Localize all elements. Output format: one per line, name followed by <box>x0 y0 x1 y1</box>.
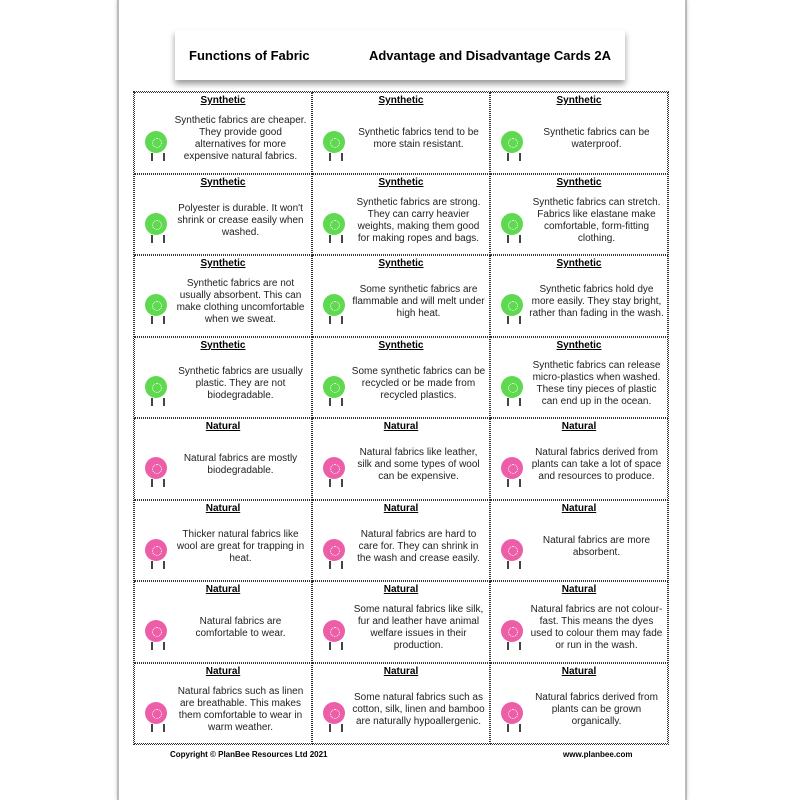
card-text <box>351 679 486 742</box>
button-character-icon <box>501 702 523 724</box>
card-text-content: Synthetic fabrics can release micro-plastics when washed. These tiny pieces of plastic can end up in the ocean. <box>532 359 661 407</box>
card-text <box>529 271 664 334</box>
card-category: Synthetic <box>556 95 602 106</box>
button-character-icon <box>323 620 345 642</box>
button-character-icon <box>501 131 523 153</box>
button-legs-icon <box>507 153 521 161</box>
card-text-content: Natural fabrics such as linen are breathable. This makes them comfortable to wear in warm weather. <box>177 685 304 733</box>
button-character-icon <box>501 539 523 561</box>
card-category: Natural <box>383 584 419 595</box>
button-legs-icon <box>329 398 343 406</box>
card-category: Synthetic <box>556 258 602 269</box>
fabric-card <box>134 255 312 337</box>
button-legs-icon <box>151 398 165 406</box>
card-text <box>173 516 308 579</box>
card-text-content: Natural fabrics derived from plants can be grown organically. <box>535 691 658 727</box>
card-text-content: Some synthetic fabrics are flammable and will melt under high heat. <box>352 284 485 320</box>
card-text <box>529 353 664 416</box>
card-category: Synthetic <box>378 339 424 351</box>
card-category: Synthetic <box>200 339 246 351</box>
card-text-content: Natural fabrics are hard to care for. They can shrink in the wash and crease easily. <box>357 528 480 564</box>
button-character-icon <box>323 457 345 479</box>
card-category: Natural <box>561 584 597 595</box>
card-text <box>173 271 308 334</box>
fabric-card <box>134 581 312 663</box>
fabric-card <box>312 418 490 500</box>
button-legs-icon <box>329 235 343 243</box>
button-character-icon <box>323 131 345 153</box>
fabric-card <box>490 174 668 256</box>
card-text-content: Thicker natural fabrics like wool are great for trapping in heat. <box>176 528 305 564</box>
fabric-card <box>312 581 490 663</box>
card-text <box>173 353 308 416</box>
fabric-card <box>312 500 490 582</box>
fabric-card <box>134 663 312 745</box>
card-category: Synthetic <box>200 95 246 106</box>
card-category: Natural <box>561 502 597 514</box>
card-category: Synthetic <box>378 95 424 106</box>
card-text <box>351 190 486 253</box>
button-character-icon <box>501 294 523 316</box>
button-character-icon <box>323 294 345 316</box>
card-text-content: Synthetic fabrics are strong. They can carry heavier weights, making them good for making ropes and bags. <box>356 196 481 244</box>
card-category: Synthetic <box>378 258 424 269</box>
fabric-card <box>134 174 312 256</box>
card-text <box>173 679 308 742</box>
button-legs-icon <box>329 561 343 569</box>
card-text-content: Synthetic fabrics can stretch. Fabrics like elastane make comfortable, form-fitting clothing. <box>532 196 661 244</box>
card-text <box>351 353 486 416</box>
card-category: Natural <box>205 421 241 432</box>
button-legs-icon <box>151 479 165 487</box>
card-text-content: Synthetic fabrics are usually plastic. They are not biodegradable. <box>178 365 303 401</box>
button-legs-icon <box>507 479 521 487</box>
fabric-card <box>312 663 490 745</box>
card-text <box>529 108 664 171</box>
button-character-icon <box>501 213 523 235</box>
button-character-icon <box>145 213 167 235</box>
button-character-icon <box>145 620 167 642</box>
copyright-text: Copyright © PlanBee Resources Ltd 2021 <box>170 750 328 759</box>
button-character-icon <box>323 539 345 561</box>
card-text <box>173 190 308 253</box>
card-text <box>173 108 308 171</box>
card-text-content: Some natural fabrics like silk, fur and leather have animal welfare issues in their production. <box>353 604 484 652</box>
button-legs-icon <box>151 724 165 732</box>
button-legs-icon <box>507 642 521 650</box>
button-character-icon <box>323 702 345 724</box>
card-category: Synthetic <box>200 258 246 269</box>
card-text-content: Natural fabrics are not colour-fast. This means the dyes used to colour them may fade or run in the wash. <box>530 604 663 652</box>
card-text-content: Natural fabrics are mostly biodegradable. <box>183 453 298 477</box>
card-text <box>529 597 664 660</box>
button-character-icon <box>323 376 345 398</box>
button-character-icon <box>145 457 167 479</box>
worksheet-header <box>175 30 625 80</box>
fabric-card <box>490 581 668 663</box>
fabric-card <box>134 500 312 582</box>
card-text-content: Synthetic fabrics are not usually absorbent. This can make clothing uncomfortable when we sweat. <box>176 278 305 326</box>
fabric-card <box>490 663 668 745</box>
fabric-card <box>134 92 312 174</box>
card-category: Natural <box>205 665 241 677</box>
fabric-card <box>490 418 668 500</box>
button-legs-icon <box>151 153 165 161</box>
card-text-content: Some natural fabrics such as cotton, silk, linen and bamboo are naturally hypoallergenic. <box>352 691 485 727</box>
card-text <box>351 434 486 497</box>
card-text <box>351 597 486 660</box>
button-character-icon <box>145 131 167 153</box>
card-text <box>351 271 486 334</box>
fabric-card <box>312 174 490 256</box>
button-character-icon <box>145 294 167 316</box>
card-category: Synthetic <box>556 339 602 351</box>
button-legs-icon <box>507 561 521 569</box>
fabric-card <box>490 92 668 174</box>
card-category: Synthetic <box>556 176 602 188</box>
card-text <box>351 108 486 171</box>
button-legs-icon <box>507 316 521 324</box>
card-category: Synthetic <box>200 176 246 188</box>
button-legs-icon <box>329 153 343 161</box>
button-legs-icon <box>329 642 343 650</box>
worksheet-topic: Functions of Fabric <box>189 47 310 63</box>
button-legs-icon <box>151 235 165 243</box>
card-text <box>529 190 664 253</box>
card-text <box>173 597 308 660</box>
card-text-content: Polyester is durable. It won't shrink or crease easily when washed. <box>177 202 304 238</box>
card-text-content: Synthetic fabrics can be waterproof. <box>543 127 650 151</box>
button-legs-icon <box>151 561 165 569</box>
card-category: Natural <box>205 502 241 514</box>
fabric-card <box>490 500 668 582</box>
card-category: Natural <box>383 665 419 677</box>
button-legs-icon <box>507 398 521 406</box>
card-text-content: Natural fabrics derived from plants can take a lot of space and resources to produce. <box>531 447 662 483</box>
card-text <box>173 434 308 497</box>
fabric-card <box>312 255 490 337</box>
button-legs-icon <box>151 316 165 324</box>
button-legs-icon <box>507 235 521 243</box>
card-text-content: Synthetic fabrics tend to be more stain resistant. <box>358 127 479 151</box>
button-legs-icon <box>329 479 343 487</box>
button-character-icon <box>145 702 167 724</box>
button-legs-icon <box>329 724 343 732</box>
fabric-card <box>490 255 668 337</box>
button-legs-icon <box>329 316 343 324</box>
card-category: Natural <box>561 665 597 677</box>
card-text <box>529 679 664 742</box>
card-text-content: Natural fabrics like leather, silk and some types of wool can be expensive. <box>357 447 480 483</box>
button-character-icon <box>501 457 523 479</box>
fabric-card <box>312 92 490 174</box>
button-character-icon <box>145 376 167 398</box>
fabric-card <box>312 337 490 419</box>
fabric-card <box>134 337 312 419</box>
fabric-card <box>490 337 668 419</box>
button-character-icon <box>145 539 167 561</box>
card-category: Natural <box>205 584 241 595</box>
card-text-content: Some synthetic fabrics can be recycled or be made from recycled plastics. <box>351 365 486 401</box>
button-character-icon <box>323 213 345 235</box>
fabric-card <box>134 418 312 500</box>
card-category: Natural <box>561 421 597 432</box>
button-legs-icon <box>151 642 165 650</box>
worksheet-title: Advantage and Disadvantage Cards 2A <box>368 47 611 63</box>
card-text <box>351 516 486 579</box>
button-character-icon <box>501 620 523 642</box>
card-category: Natural <box>383 502 419 514</box>
card-text <box>529 516 664 579</box>
card-text-content: Natural fabrics are comfortable to wear. <box>195 616 286 640</box>
card-text-content: Synthetic fabrics are cheaper. They provide good alternatives for more expensive natural fabrics. <box>174 115 307 163</box>
button-character-icon <box>501 376 523 398</box>
card-text <box>529 434 664 497</box>
card-text-content: Synthetic fabrics hold dye more easily. They stay bright, rather than fading in the wash. <box>529 284 664 320</box>
card-category: Natural <box>383 421 419 432</box>
card-text-content: Natural fabrics are more absorbent. <box>542 534 651 558</box>
website-link: www.planbee.com <box>563 750 633 759</box>
button-legs-icon <box>507 724 521 732</box>
card-grid <box>133 91 669 745</box>
card-category: Synthetic <box>378 176 424 188</box>
